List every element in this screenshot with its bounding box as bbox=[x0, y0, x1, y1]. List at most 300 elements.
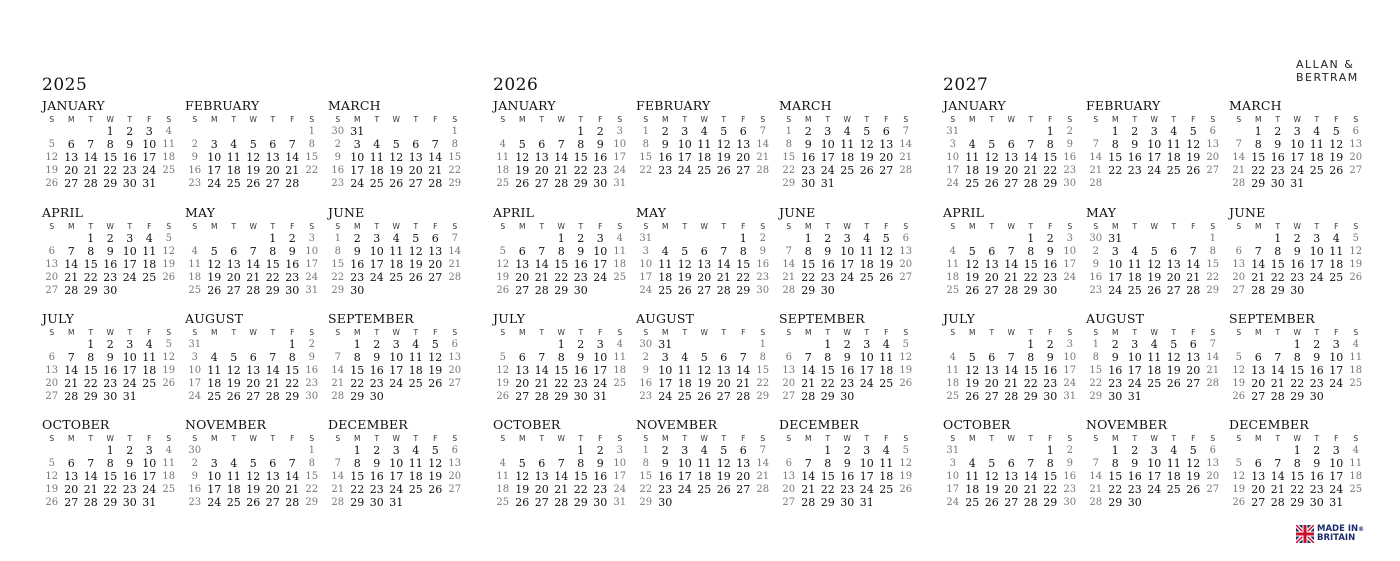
week-row bbox=[943, 470, 1083, 483]
day-cell: 1 bbox=[557, 232, 565, 245]
day-cell: 19 bbox=[1329, 151, 1344, 164]
day-cell: 28 bbox=[736, 390, 751, 403]
day-cell: 11 bbox=[142, 245, 157, 258]
weekday-label: W bbox=[1150, 434, 1158, 443]
day-cell: 22 bbox=[1290, 377, 1305, 390]
day-cell: 22 bbox=[103, 483, 118, 496]
day-cell: 23 bbox=[1108, 377, 1123, 390]
day-cell: 20 bbox=[515, 271, 530, 284]
day-cell: 21 bbox=[716, 271, 731, 284]
weekday-label: S bbox=[786, 222, 792, 231]
day-cell: 19 bbox=[965, 271, 980, 284]
weekday-label: T bbox=[989, 328, 995, 337]
day-cell: 2 bbox=[1092, 246, 1099, 257]
day-cell: 18 bbox=[946, 378, 960, 389]
day-cell: 23 bbox=[122, 483, 137, 496]
day-cell: 29 bbox=[265, 284, 280, 297]
day-cell: 20 bbox=[265, 164, 280, 177]
day-cell bbox=[675, 338, 695, 351]
week-row bbox=[1086, 338, 1226, 351]
day-cell: 27 bbox=[984, 284, 999, 297]
weekday-label: F bbox=[147, 328, 152, 337]
day-cell: 28 bbox=[83, 177, 98, 190]
week-row bbox=[943, 138, 1083, 151]
day-cell: 27 bbox=[1206, 484, 1220, 495]
day-cell: 12 bbox=[1232, 471, 1246, 482]
month-march bbox=[328, 98, 468, 190]
day-cell: 6 bbox=[67, 138, 75, 151]
week-row bbox=[1229, 483, 1369, 496]
week-row bbox=[1229, 151, 1369, 164]
day-cell: 5 bbox=[431, 338, 439, 351]
weekday-label: F bbox=[1334, 115, 1339, 124]
day-cell: 28 bbox=[428, 177, 443, 190]
day-cell: 7 bbox=[269, 351, 277, 364]
day-cell: 30 bbox=[1043, 390, 1058, 403]
day-cell: 3 bbox=[1131, 338, 1139, 351]
day-cell: 18 bbox=[697, 470, 712, 483]
day-cell: 20 bbox=[1004, 483, 1019, 496]
day-cell: 25 bbox=[1349, 484, 1363, 495]
day-cell: 24 bbox=[639, 285, 653, 296]
day-cell: 2 bbox=[1066, 445, 1073, 456]
day-cell: 17 bbox=[677, 151, 692, 164]
day-cell: 20 bbox=[899, 259, 913, 270]
week-row bbox=[779, 351, 919, 364]
day-cell: 15 bbox=[820, 364, 835, 377]
week-row bbox=[636, 457, 776, 470]
day-cell: 12 bbox=[515, 470, 530, 483]
day-cell bbox=[1086, 444, 1106, 457]
week-row bbox=[493, 496, 633, 509]
day-cell: 6 bbox=[538, 457, 546, 470]
day-cell bbox=[367, 284, 387, 297]
day-cell: 22 bbox=[265, 271, 280, 284]
weekday-label: S bbox=[335, 222, 341, 231]
day-cell bbox=[185, 125, 205, 138]
day-cell: 20 bbox=[408, 164, 423, 177]
weekday-header bbox=[42, 221, 182, 232]
day-cell: 9 bbox=[843, 351, 851, 364]
month-name: JUNE bbox=[1229, 205, 1266, 220]
day-cell: 10 bbox=[946, 471, 960, 482]
day-cell: 13 bbox=[515, 364, 530, 377]
week-row bbox=[1086, 164, 1226, 177]
weekday-label: W bbox=[1150, 328, 1158, 337]
day-cell: 16 bbox=[840, 364, 855, 377]
day-cell: 3 bbox=[1293, 125, 1301, 138]
weekday-label: T bbox=[825, 434, 831, 443]
day-cell: 27 bbox=[1004, 177, 1019, 190]
weekday-label: S bbox=[452, 222, 458, 231]
day-cell bbox=[205, 125, 225, 138]
day-cell: 29 bbox=[1270, 284, 1285, 297]
day-cell: 30 bbox=[756, 285, 770, 296]
day-cell: 26 bbox=[1232, 391, 1246, 402]
day-cell bbox=[244, 125, 264, 138]
day-cell: 26 bbox=[1186, 164, 1201, 177]
month-name: NOVEMBER bbox=[1086, 417, 1168, 432]
day-cell: 12 bbox=[389, 151, 404, 164]
day-cell: 22 bbox=[448, 165, 462, 176]
weekday-label: S bbox=[500, 328, 506, 337]
day-cell: 24 bbox=[142, 483, 157, 496]
day-cell: 11 bbox=[946, 365, 960, 376]
weekday-label: T bbox=[127, 115, 133, 124]
day-cell: 2 bbox=[596, 125, 604, 138]
weekday-label: S bbox=[1210, 222, 1216, 231]
day-cell: 19 bbox=[899, 365, 913, 376]
day-cell: 29 bbox=[83, 390, 98, 403]
day-cell: 22 bbox=[820, 483, 835, 496]
day-cell bbox=[1106, 177, 1126, 190]
month-october bbox=[42, 417, 182, 509]
day-cell: 19 bbox=[1186, 151, 1201, 164]
day-cell: 15 bbox=[103, 151, 118, 164]
week-row bbox=[1086, 470, 1226, 483]
day-cell: 9 bbox=[1092, 259, 1099, 270]
weekday-label: T bbox=[413, 222, 419, 231]
day-cell: 15 bbox=[448, 152, 462, 163]
day-cell: 25 bbox=[496, 497, 510, 508]
day-cell: 21 bbox=[1232, 165, 1246, 176]
day-cell: 14 bbox=[554, 151, 569, 164]
day-cell: 23 bbox=[350, 271, 365, 284]
week-row bbox=[779, 271, 919, 284]
day-cell: 12 bbox=[207, 258, 222, 271]
day-cell: 7 bbox=[804, 457, 812, 470]
day-cell: 24 bbox=[1127, 377, 1142, 390]
day-cell: 7 bbox=[1209, 339, 1216, 350]
weekday-label: M bbox=[1112, 115, 1119, 124]
weekday-header bbox=[779, 327, 919, 338]
day-cell: 25 bbox=[1166, 164, 1181, 177]
day-cell bbox=[1021, 444, 1041, 457]
day-cell bbox=[283, 125, 303, 138]
day-cell bbox=[656, 232, 676, 245]
day-cell: 3 bbox=[642, 246, 649, 257]
day-cell: 21 bbox=[1251, 271, 1266, 284]
month-march bbox=[1229, 98, 1369, 190]
weekday-label: S bbox=[903, 115, 909, 124]
week-row bbox=[42, 444, 182, 457]
day-cell: 5 bbox=[863, 125, 871, 138]
month-name: JANUARY bbox=[493, 98, 556, 113]
day-cell: 25 bbox=[1127, 284, 1142, 297]
week-row bbox=[636, 245, 776, 258]
day-cell: 13 bbox=[1206, 458, 1220, 469]
day-cell: 29 bbox=[103, 177, 118, 190]
week-row bbox=[1229, 125, 1369, 138]
day-cell bbox=[1002, 125, 1022, 138]
day-cell: 18 bbox=[965, 164, 980, 177]
day-cell: 26 bbox=[496, 391, 510, 402]
weekday-label: T bbox=[1028, 328, 1034, 337]
day-cell: 4 bbox=[700, 444, 708, 457]
weekday-label: T bbox=[864, 328, 870, 337]
weekday-label: S bbox=[617, 115, 623, 124]
day-cell: 17 bbox=[613, 152, 627, 163]
week-row bbox=[1229, 351, 1369, 364]
day-cell: 2 bbox=[106, 232, 114, 245]
day-cell bbox=[610, 390, 630, 403]
day-cell: 11 bbox=[162, 139, 176, 150]
day-cell: 8 bbox=[334, 246, 341, 257]
day-cell: 15 bbox=[83, 364, 98, 377]
day-cell: 26 bbox=[1349, 272, 1363, 283]
day-cell: 17 bbox=[207, 164, 222, 177]
day-cell: 31 bbox=[946, 445, 960, 456]
weekday-label: W bbox=[392, 328, 400, 337]
weekday-label: T bbox=[231, 434, 237, 443]
weekday-header bbox=[328, 327, 468, 338]
weekday-label: T bbox=[1028, 222, 1034, 231]
week-row bbox=[328, 284, 468, 297]
day-cell: 13 bbox=[782, 365, 796, 376]
day-cell: 12 bbox=[496, 365, 510, 376]
day-cell: 3 bbox=[1150, 444, 1158, 457]
day-cell: 6 bbox=[785, 458, 792, 469]
day-cell: 9 bbox=[373, 351, 381, 364]
day-cell: 10 bbox=[859, 351, 874, 364]
day-cell: 27 bbox=[534, 177, 549, 190]
day-cell: 9 bbox=[126, 138, 134, 151]
day-cell: 17 bbox=[350, 164, 365, 177]
day-cell: 19 bbox=[1232, 378, 1246, 389]
day-cell: 14 bbox=[716, 258, 731, 271]
day-cell: 10 bbox=[389, 351, 404, 364]
week-row bbox=[779, 151, 919, 164]
day-cell: 17 bbox=[1108, 271, 1123, 284]
registered-mark: ® bbox=[1358, 526, 1365, 533]
day-cell: 30 bbox=[369, 496, 384, 509]
month-september bbox=[328, 311, 468, 403]
day-cell: 11 bbox=[207, 364, 222, 377]
week-row bbox=[636, 444, 776, 457]
day-cell: 28 bbox=[285, 496, 300, 509]
week-row bbox=[42, 338, 182, 351]
day-cell: 27 bbox=[1251, 496, 1266, 509]
day-cell: 12 bbox=[1186, 457, 1201, 470]
day-cell: 12 bbox=[984, 470, 999, 483]
day-cell: 9 bbox=[1131, 138, 1139, 151]
day-cell: 1 bbox=[1027, 232, 1035, 245]
day-cell: 2 bbox=[126, 125, 134, 138]
day-cell: 16 bbox=[1309, 470, 1324, 483]
day-cell: 24 bbox=[142, 164, 157, 177]
union-flag-icon bbox=[1296, 525, 1314, 543]
weekday-label: T bbox=[88, 222, 94, 231]
weekday-header bbox=[185, 221, 325, 232]
day-cell: 15 bbox=[639, 152, 653, 163]
day-cell: 13 bbox=[984, 258, 999, 271]
day-cell bbox=[387, 390, 407, 403]
day-cell: 30 bbox=[1089, 233, 1103, 244]
month-december bbox=[779, 417, 919, 509]
day-cell: 11 bbox=[613, 352, 627, 363]
day-cell: 20 bbox=[782, 484, 796, 495]
day-cell: 29 bbox=[83, 284, 98, 297]
day-cell: 1 bbox=[87, 232, 95, 245]
weekday-header bbox=[636, 327, 776, 338]
day-cell bbox=[1145, 496, 1165, 509]
weekday-label: S bbox=[166, 222, 172, 231]
day-cell: 29 bbox=[756, 391, 770, 402]
day-cell: 20 bbox=[736, 151, 751, 164]
week-row bbox=[636, 364, 776, 377]
day-cell: 29 bbox=[1290, 496, 1305, 509]
day-cell: 7 bbox=[739, 351, 747, 364]
day-cell: 28 bbox=[1206, 378, 1220, 389]
weekday-label: M bbox=[805, 115, 812, 124]
day-cell: 8 bbox=[1254, 138, 1262, 151]
weekday-label: W bbox=[1293, 222, 1301, 231]
day-cell: 11 bbox=[408, 457, 423, 470]
day-cell: 16 bbox=[1127, 151, 1142, 164]
month-name: AUGUST bbox=[636, 311, 695, 326]
day-cell: 19 bbox=[984, 164, 999, 177]
day-cell: 5 bbox=[392, 138, 400, 151]
day-cell bbox=[387, 284, 407, 297]
day-cell: 11 bbox=[408, 351, 423, 364]
day-cell: 11 bbox=[142, 351, 157, 364]
day-cell: 3 bbox=[1332, 338, 1340, 351]
weekday-label: S bbox=[192, 328, 198, 337]
day-cell: 24 bbox=[840, 271, 855, 284]
month-december bbox=[328, 417, 468, 509]
day-cell: 17 bbox=[1329, 470, 1344, 483]
day-cell: 9 bbox=[126, 457, 134, 470]
day-cell: 23 bbox=[573, 377, 588, 390]
day-cell: 9 bbox=[288, 245, 296, 258]
day-cell: 18 bbox=[496, 165, 510, 176]
weekday-label: T bbox=[1314, 115, 1320, 124]
day-cell: 20 bbox=[736, 470, 751, 483]
day-cell: 3 bbox=[863, 444, 871, 457]
day-cell: 27 bbox=[45, 391, 59, 402]
day-cell: 26 bbox=[697, 390, 712, 403]
day-cell: 25 bbox=[142, 271, 157, 284]
week-row bbox=[185, 483, 325, 496]
day-cell: 12 bbox=[716, 138, 731, 151]
day-cell: 15 bbox=[305, 152, 319, 163]
day-cell: 5 bbox=[499, 246, 506, 257]
day-cell: 20 bbox=[448, 365, 462, 376]
day-cell bbox=[445, 390, 465, 403]
day-cell: 9 bbox=[759, 246, 766, 257]
day-cell bbox=[532, 232, 552, 245]
day-cell: 20 bbox=[45, 378, 59, 389]
week-row bbox=[328, 390, 468, 403]
week-row bbox=[42, 258, 182, 271]
week-row bbox=[42, 457, 182, 470]
weekday-label: M bbox=[805, 434, 812, 443]
day-cell bbox=[513, 338, 533, 351]
day-cell: 3 bbox=[210, 138, 218, 151]
day-cell bbox=[838, 177, 858, 190]
day-cell: 2 bbox=[843, 338, 851, 351]
day-cell: 22 bbox=[1023, 377, 1038, 390]
weekday-label: F bbox=[884, 434, 889, 443]
weekday-header bbox=[1229, 433, 1369, 444]
day-cell: 21 bbox=[265, 377, 280, 390]
weekday-label: T bbox=[413, 328, 419, 337]
day-cell: 14 bbox=[1023, 151, 1038, 164]
day-cell: 8 bbox=[577, 457, 585, 470]
day-cell: 24 bbox=[1329, 483, 1344, 496]
day-cell: 18 bbox=[859, 258, 874, 271]
day-cell: 25 bbox=[162, 165, 176, 176]
day-cell bbox=[159, 496, 179, 509]
day-cell bbox=[714, 232, 734, 245]
day-cell: 11 bbox=[496, 152, 510, 163]
weekday-label: M bbox=[1112, 434, 1119, 443]
day-cell: 13 bbox=[448, 352, 462, 363]
day-cell: 7 bbox=[67, 245, 75, 258]
day-cell: 21 bbox=[428, 164, 443, 177]
day-cell: 6 bbox=[1007, 457, 1015, 470]
weekday-label: S bbox=[192, 222, 198, 231]
day-cell: 20 bbox=[1166, 271, 1181, 284]
day-cell: 28 bbox=[534, 390, 549, 403]
day-cell: 10 bbox=[122, 245, 137, 258]
day-cell: 9 bbox=[191, 471, 198, 482]
day-cell: 30 bbox=[1127, 496, 1142, 509]
day-cell bbox=[896, 284, 916, 297]
day-cell: 21 bbox=[331, 378, 345, 389]
day-cell: 13 bbox=[448, 458, 462, 469]
day-cell: 21 bbox=[1004, 271, 1019, 284]
day-cell: 30 bbox=[103, 284, 118, 297]
day-cell bbox=[532, 444, 552, 457]
day-cell: 29 bbox=[1089, 391, 1103, 402]
day-cell: 31 bbox=[1063, 391, 1077, 402]
day-cell: 10 bbox=[188, 365, 202, 376]
day-cell: 23 bbox=[1043, 271, 1058, 284]
day-cell: 12 bbox=[496, 259, 510, 270]
weekday-label: S bbox=[1236, 434, 1242, 443]
day-cell: 30 bbox=[188, 445, 202, 456]
day-cell: 5 bbox=[988, 138, 996, 151]
weekday-label: F bbox=[1191, 222, 1196, 231]
day-cell bbox=[426, 125, 446, 138]
day-cell: 18 bbox=[162, 471, 176, 482]
weekday-label: M bbox=[68, 434, 75, 443]
day-cell: 31 bbox=[593, 390, 608, 403]
week-row bbox=[185, 284, 325, 297]
day-cell: 11 bbox=[697, 457, 712, 470]
day-cell: 8 bbox=[759, 352, 766, 363]
day-cell: 26 bbox=[965, 284, 980, 297]
month-name: NOVEMBER bbox=[185, 417, 267, 432]
weekday-label: F bbox=[884, 328, 889, 337]
weekday-label: W bbox=[249, 328, 257, 337]
month-name: SEPTEMBER bbox=[1229, 311, 1315, 326]
day-cell: 16 bbox=[122, 151, 137, 164]
weekday-label: S bbox=[1093, 222, 1099, 231]
week-row bbox=[1086, 483, 1226, 496]
day-cell: 1 bbox=[269, 232, 277, 245]
day-cell: 27 bbox=[45, 285, 59, 296]
day-cell: 14 bbox=[285, 151, 300, 164]
day-cell: 25 bbox=[408, 377, 423, 390]
day-cell bbox=[1184, 232, 1204, 245]
day-cell: 18 bbox=[207, 377, 222, 390]
week-row bbox=[1086, 138, 1226, 151]
week-row bbox=[943, 377, 1083, 390]
weekday-label: F bbox=[433, 222, 438, 231]
day-cell: 21 bbox=[331, 484, 345, 495]
